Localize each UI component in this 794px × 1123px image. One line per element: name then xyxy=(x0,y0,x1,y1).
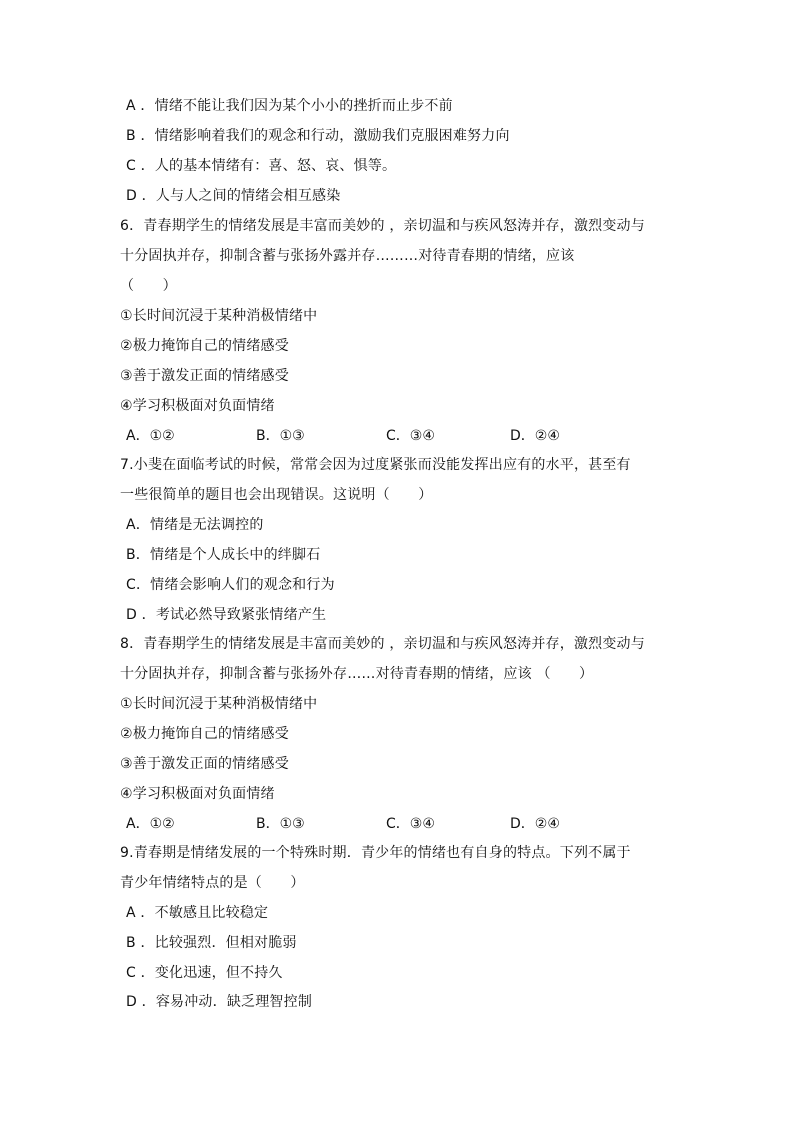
q6-item-2: ②极力掩饰自己的情绪感受 xyxy=(120,338,289,354)
q5-option-b: B ．情绪影响着我们的观念和行动，激励我们克服困难努力向 xyxy=(126,128,510,144)
q9-option-a: A ．不敏感且比较稳定 xyxy=(126,905,269,921)
q6-item-3: ③善于激发正面的情绪感受 xyxy=(120,368,289,384)
q8-stem-line-2: 十分固执并存，抑制含蓄与张扬外存……对待青春期的情绪，应该 （ ） xyxy=(120,666,594,682)
q6-choices xyxy=(126,426,686,446)
q8-item-4: ④学习积极面对负面情绪 xyxy=(120,786,275,802)
q6-stem-line-1: 6．青春期学生的情绪发展是丰富而美妙的 ，亲切温和与疾风怒涛并存，激烈变动与 xyxy=(120,218,645,234)
q9-option-d: D ．容易冲动．缺乏理智控制 xyxy=(126,994,313,1010)
q7-option-a: A．情绪是无法调控的 xyxy=(126,517,264,533)
q6-choice-c: C．③④ xyxy=(386,428,435,444)
q8-item-2: ②极力掩饰自己的情绪感受 xyxy=(120,726,289,742)
q6-choice-a: A．①② xyxy=(126,428,175,444)
q8-item-1: ①长时间沉浸于某种消极情绪中 xyxy=(120,696,318,712)
q8-choice-b: B．①③ xyxy=(256,816,305,832)
q7-stem-line-2: 一些很简单的题目也会出现错误。这说明（ ） xyxy=(120,487,433,503)
q9-option-c: C ．变化迅速，但不持久 xyxy=(126,965,283,981)
q8-choice-a: A．①② xyxy=(126,816,175,832)
q8-choice-d: D．②④ xyxy=(510,816,560,832)
q8-item-3: ③善于激发正面的情绪感受 xyxy=(120,756,289,772)
q9-stem-line-1: 9.青春期是情绪发展的一个特殊时期．青少年的情绪也有自身的特点。下列不属于 xyxy=(120,845,631,861)
q6-item-4: ④学习积极面对负面情绪 xyxy=(120,398,275,414)
q5-option-d: D ．人与人之间的情绪会相互感染 xyxy=(126,188,341,204)
q7-stem-line-1: 7.小斐在面临考试的时候，常常会因为过度紧张而没能发挥出应有的水平，甚至有 xyxy=(120,457,631,473)
q7-option-c: C．情绪会影响人们的观念和行为 xyxy=(126,577,335,593)
q8-stem-line-1: 8．青春期学生的情绪发展是丰富而美妙的 ，亲切温和与疾风怒涛并存，激烈变动与 xyxy=(120,636,645,652)
q8-choices xyxy=(126,814,686,834)
q6-choice-d: D．②④ xyxy=(510,428,560,444)
q5-option-a: A ．情绪不能让我们因为某个小小的挫折而止步不前 xyxy=(126,98,453,114)
q8-choice-c: C．③④ xyxy=(386,816,435,832)
q6-stem-line-2: 十分固执并存，抑制含蓄与张扬外露并存………对待青春期的情绪，应该 xyxy=(120,248,575,264)
q5-option-c: C ．人的基本情绪有：喜、怒、哀、惧等。 xyxy=(126,158,397,174)
q9-option-b: B ．比较强烈．但相对脆弱 xyxy=(126,935,297,951)
q9-stem-line-2: 青少年情绪特点的是（ ） xyxy=(120,875,305,891)
q7-option-b: B．情绪是个人成长中的绊脚石 xyxy=(126,547,321,563)
q6-choice-b: B．①③ xyxy=(256,428,305,444)
q6-item-1: ①长时间沉浸于某种消极情绪中 xyxy=(120,308,318,324)
q7-option-d: D ．考试必然导致紧张情绪产生 xyxy=(126,607,327,623)
q6-stem-line-3: （ ） xyxy=(120,278,177,294)
